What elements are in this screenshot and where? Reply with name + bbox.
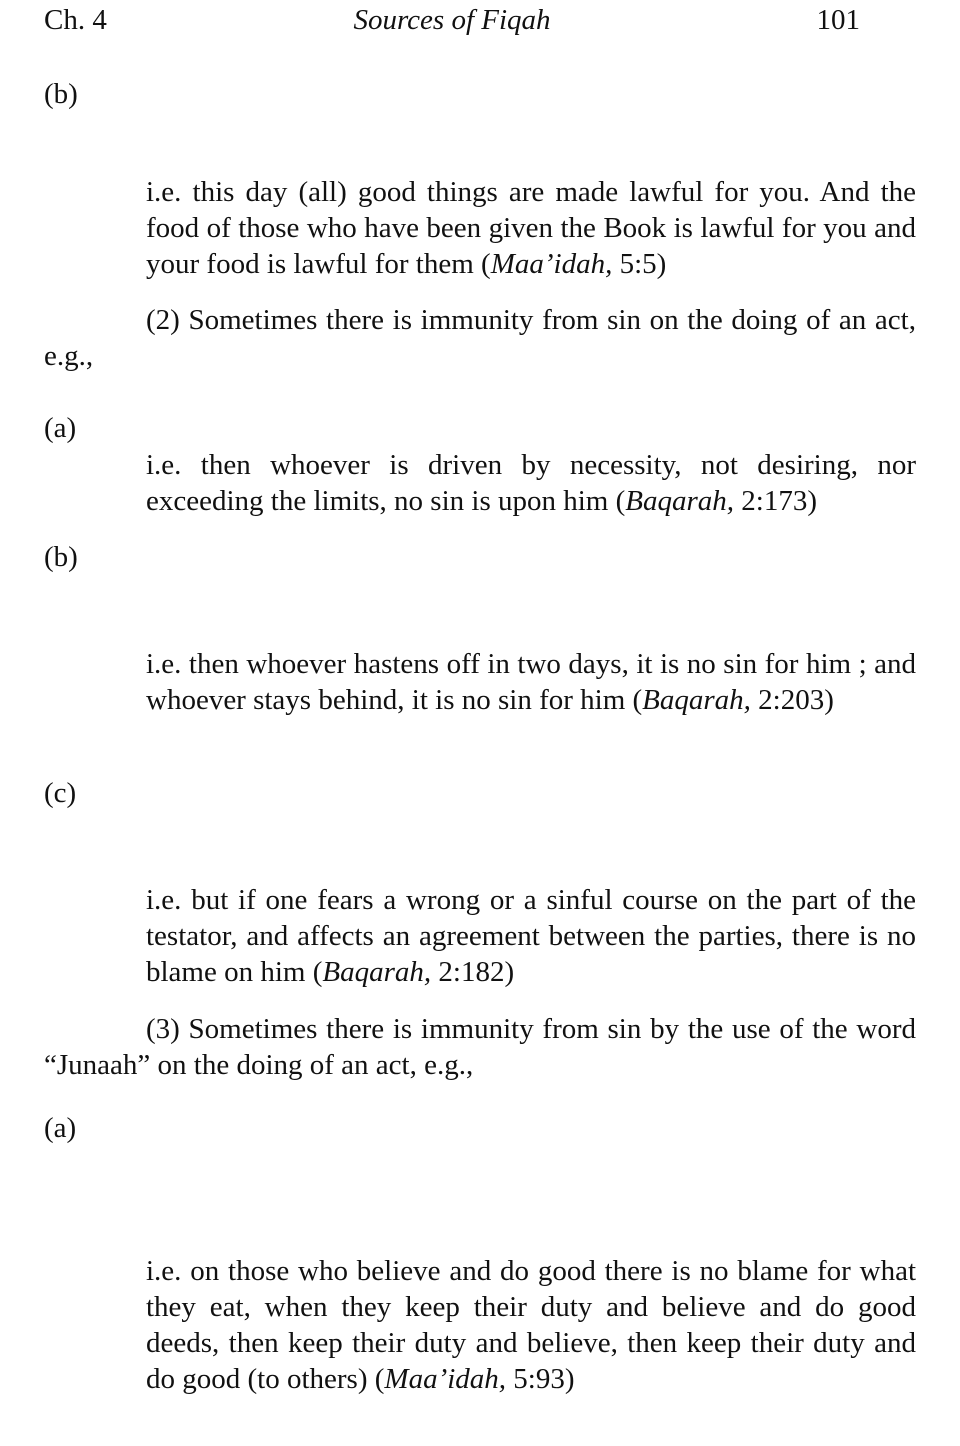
translation-text: i.e. then whoever hastens off in two days, it is no sin for him ; and whoever stays behind, it is no sin for him (Baqarah, 2:203) <box>146 648 916 716</box>
verse-reference-surah: Maa’idah, <box>384 1363 507 1395</box>
item-marker-a: (a) <box>44 1112 77 1144</box>
page-header <box>44 4 860 40</box>
running-title: Sources of Fiqah <box>353 4 551 36</box>
verse-reference-surah: Maa’idah, <box>490 248 613 280</box>
verse-reference-number: 2:173) <box>734 485 817 517</box>
translation-text: i.e. this day (all) good things are made lawful for you. And the food of those who have been given the Book is lawful for you and your food is lawful for them (Maa’idah, 5:5) <box>146 176 916 280</box>
verse-reference-surah: Baqarah, <box>322 956 432 988</box>
verse-reference-surah: Baqarah, <box>625 485 735 517</box>
verse-reference-number: 2:182) <box>431 956 515 988</box>
verse-reference-number: 5:93) <box>506 1363 575 1395</box>
item-marker-b: (b) <box>44 78 78 110</box>
verse-reference-number: 5:5) <box>612 248 667 280</box>
item-marker-c: (c) <box>44 777 77 809</box>
item-marker-b: (b) <box>44 541 78 573</box>
body-paragraph: (3) Sometimes there is immunity from sin by the use of the word “Junaah” on the doing of an act, e.g., <box>44 1013 916 1081</box>
chapter-label: Ch. 4 <box>44 4 107 36</box>
translation-text: i.e. on those who believe and do good there is no blame for what they eat, when they keep their duty and believe and do good deeds, then keep their duty and believe, then keep their duty and do good (to others) (Maa’idah, 5:93) <box>146 1255 916 1395</box>
translation-text: i.e. but if one fears a wrong or a sinful course on the part of the testator, and affects an agreement between the parties, there is no blame on him (Baqarah, 2:182) <box>146 884 916 988</box>
item-marker-a: (a) <box>44 412 77 444</box>
verse-reference-number: 2:203) <box>750 684 834 716</box>
body-paragraph: (2) Sometimes there is immunity from sin on the doing of an act, e.g., <box>44 304 916 372</box>
verse-reference-surah: Baqarah, <box>642 684 751 716</box>
translation-text: i.e. then whoever is driven by necessity, not desiring, nor exceeding the limits, no sin is upon him (Baqarah, 2:173) <box>146 449 916 517</box>
page-number: 101 <box>816 4 860 36</box>
